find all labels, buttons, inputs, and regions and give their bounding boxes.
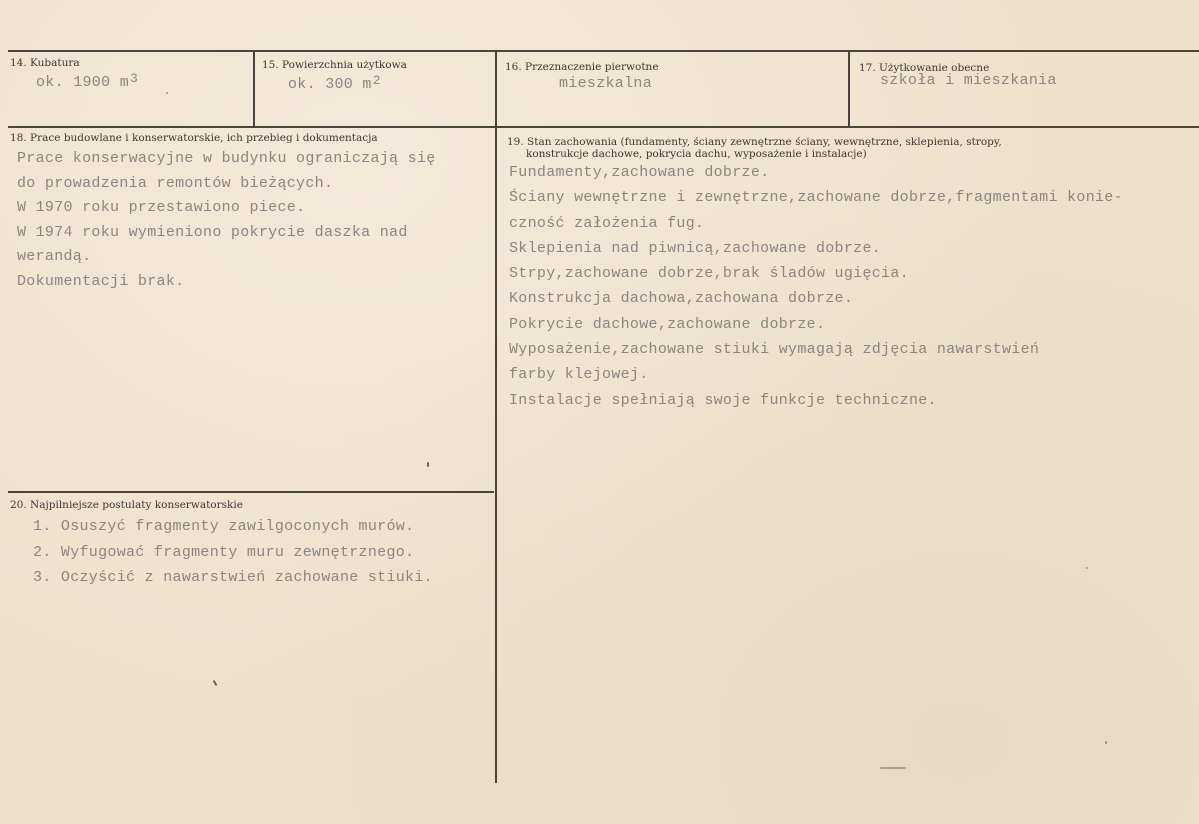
paper-speck: [880, 767, 906, 769]
field-20-text: [33, 514, 433, 591]
field-19-label-line1: 19. Stan zachowania (fundamenty, ściany zewnętrzne ściany, wewnętrzne, sklepienia, stropy,: [507, 136, 1002, 148]
field-19-line: Instalacje spełniają swoje funkcje techniczne.: [509, 391, 937, 409]
field-17-label: 17. Użytkowanie obecne: [859, 62, 990, 74]
field-15-text: ok. 300 m: [288, 76, 372, 93]
divider-14-15: [253, 50, 255, 128]
divider-15-16: [495, 50, 497, 783]
field-19-text: [509, 160, 1123, 413]
field-20-line: 2. Wyfugować fragmenty muru zewnętrznego.: [33, 543, 415, 561]
field-14-text: ok. 1900 m: [36, 74, 130, 91]
field-18-line: do prowadzenia remontów bieżących.: [17, 174, 334, 192]
field-15-value: [288, 73, 381, 93]
field-20-label: 20. Najpilniejsze postulaty konserwatorskie: [10, 499, 243, 511]
top-rule: [8, 50, 1199, 52]
field-19-line: Ściany wewnętrzne i zewnętrzne,zachowane dobrze,fragmentami konie-: [509, 189, 1123, 207]
field-18-text: [17, 147, 436, 295]
paper-speck: [166, 92, 168, 94]
divider-16-17: [848, 50, 850, 128]
field-17-value: szkoła i mieszkania: [880, 72, 1057, 89]
field-19-line: Sklepienia nad piwnicą,zachowane dobrze.: [509, 239, 882, 257]
field-16-label: 16. Przeznaczenie pierwotne: [505, 61, 659, 73]
field-19-line: Wyposażenie,zachowane stiuki wymagają zdjęcia nawarstwień: [509, 341, 1040, 359]
field-18-line: Prace konserwacyjne w budynku ograniczają się: [17, 150, 436, 167]
field-19-label-line2: konstrukcje dachowe, pokrycia dachu, wyposażenie i instalacje): [526, 148, 867, 160]
field-14-value: [36, 71, 139, 91]
paper-speck: [427, 462, 429, 467]
paper-speck: [213, 680, 218, 686]
field-19-line: Konstrukcja dachowa,zachowana dobrze.: [509, 290, 854, 308]
paper-speck: [1105, 741, 1107, 744]
field-19-line: farby klejowej.: [509, 366, 649, 384]
section18-bottom-rule: [8, 491, 494, 493]
row1-bottom-rule: [8, 126, 1199, 128]
paper-speck: [1086, 567, 1088, 569]
field-15-label: 15. Powierzchnia użytkowa: [262, 59, 407, 71]
field-19-line: Fundamenty,zachowane dobrze.: [509, 164, 770, 181]
field-18-line: W 1974 roku wymieniono pokrycie daszka nad: [17, 223, 408, 241]
field-19-line: Strpy,zachowane dobrze,brak śladów ugięcia.: [509, 265, 909, 283]
field-18-line: werandą.: [17, 248, 92, 266]
field-20-line: 1. Osuszyć fragmenty zawilgoconych murów.: [33, 518, 415, 535]
field-19-line: Pokrycie dachowe,zachowane dobrze.: [509, 315, 826, 333]
field-16-value: mieszkalna: [559, 75, 653, 92]
field-20-line: 3. Oczyścić z nawarstwień zachowane stiuki.: [33, 569, 433, 586]
field-15-exponent: 2: [372, 73, 381, 88]
field-18-line: W 1970 roku przestawiono piece.: [17, 199, 306, 217]
field-18-line: Dokumentacji brak.: [17, 272, 185, 290]
field-14-exponent: 3: [130, 71, 139, 86]
field-14-label: 14. Kubatura: [10, 57, 80, 69]
field-18-label: 18. Prace budowlane i konserwatorskie, ich przebieg i dokumentacja: [10, 132, 378, 144]
field-19-line: czność założenia fug.: [509, 214, 705, 232]
